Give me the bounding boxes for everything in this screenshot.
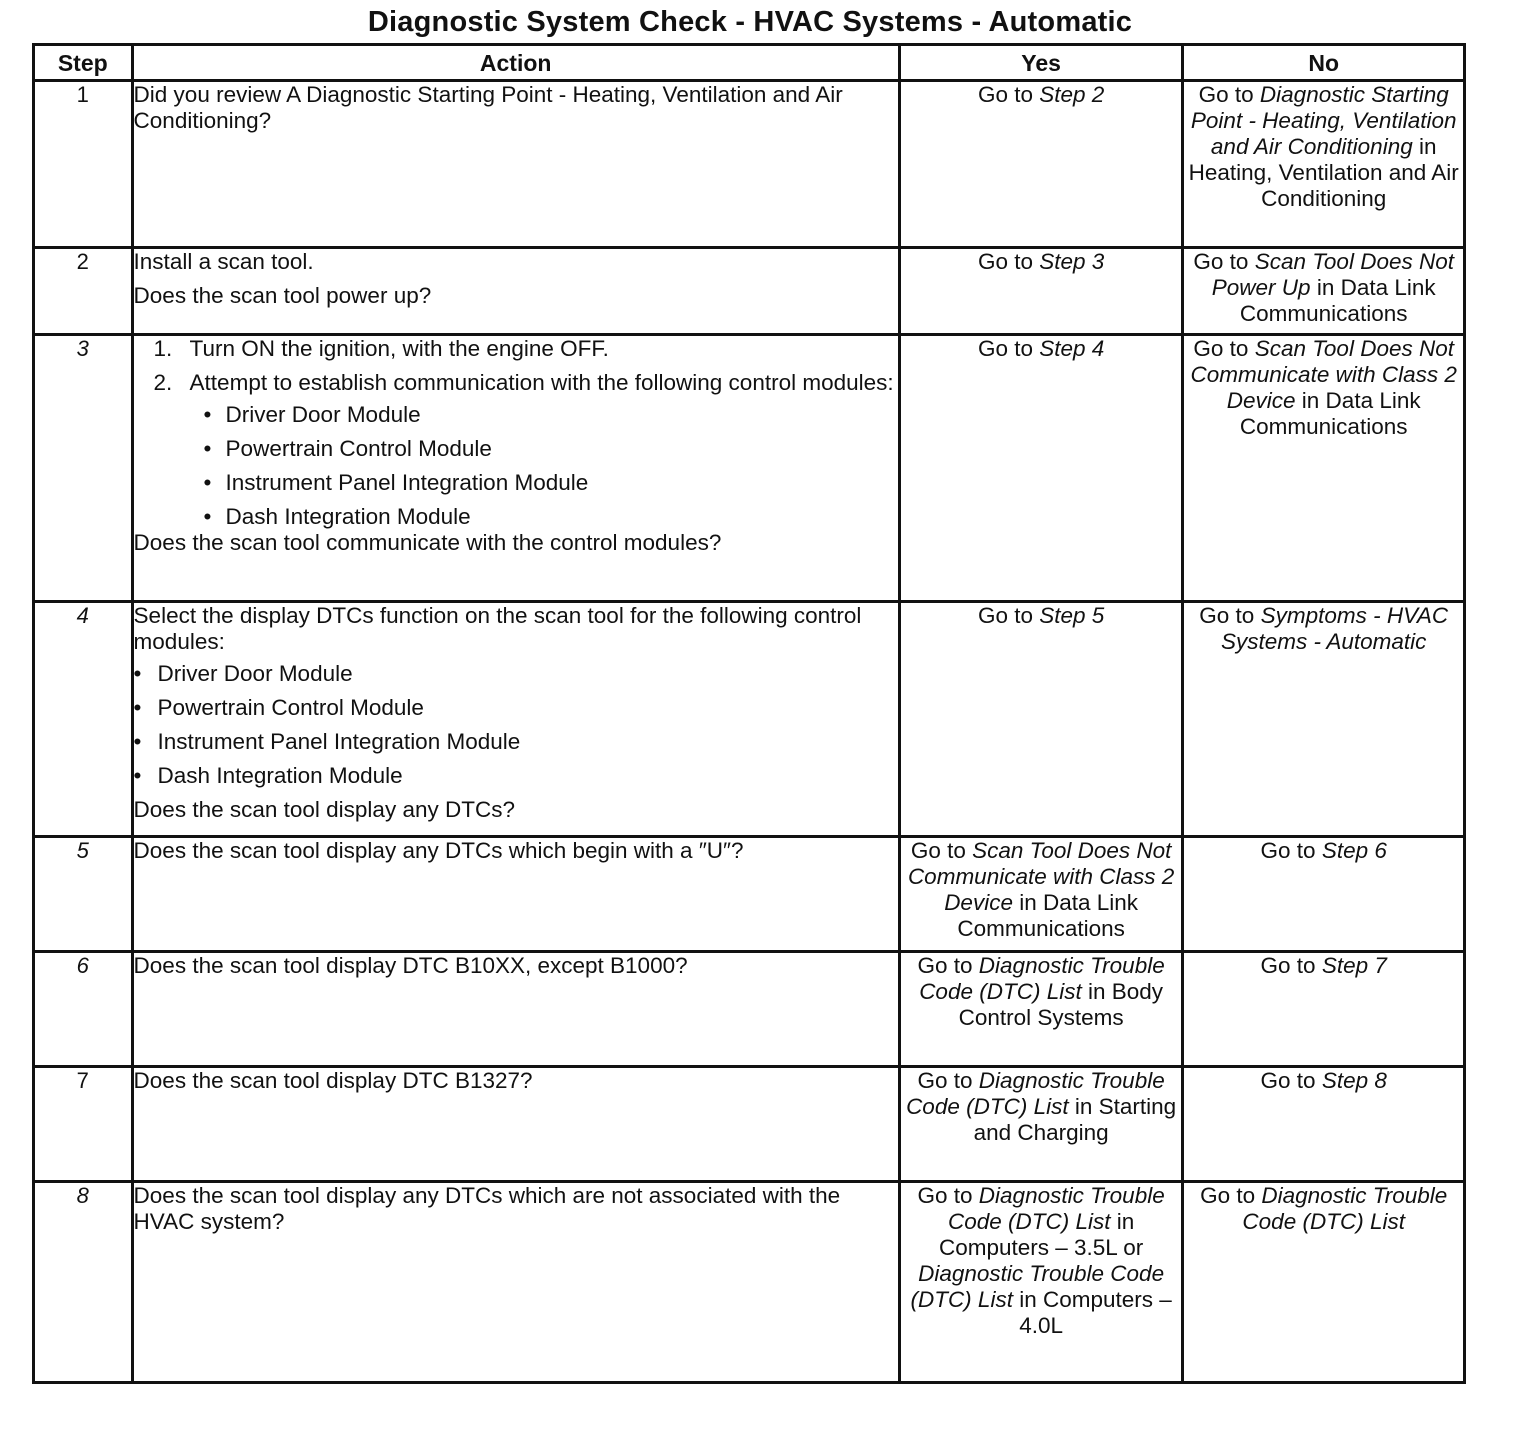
- list-number: 2.: [153, 370, 173, 395]
- step-number: 8: [34, 1182, 133, 1383]
- no-cell: [1183, 952, 1465, 1067]
- yes-prefix: Go to: [977, 82, 1040, 107]
- list-text: Attempt to establish communication with the following control modules:: [189, 370, 894, 395]
- yes-cell: [899, 602, 1183, 837]
- yes-cell: [899, 81, 1183, 248]
- action-cell: [132, 335, 899, 602]
- yes-link[interactable]: Diagnostic Trouble Code (DTC) List: [947, 1183, 1165, 1234]
- action-text: Does the scan tool display DTC B10XX, except B1000?: [133, 953, 688, 978]
- step-number: 7: [34, 1067, 133, 1182]
- yes-suffix: in Data Link Communications: [957, 890, 1139, 941]
- no-cell: [1183, 1067, 1465, 1182]
- table-row: [34, 335, 1465, 602]
- no-suffix: in Data Link Communications: [1239, 388, 1421, 439]
- action-cell: [132, 837, 899, 952]
- yes-cell: [899, 335, 1183, 602]
- yes-link[interactable]: Step 5: [1039, 603, 1105, 628]
- yes-suffix: in Body Control Systems: [958, 979, 1164, 1030]
- yes-middle: in Computers – 3.5L or: [938, 1209, 1144, 1260]
- yes-prefix: Go to: [910, 838, 973, 863]
- yes-cell: [899, 248, 1183, 335]
- list-item: [154, 336, 898, 362]
- bullet-list: [190, 402, 898, 530]
- yes-cell: [899, 1067, 1183, 1182]
- no-link[interactable]: Step 8: [1321, 1068, 1387, 1093]
- header-yes: Yes: [899, 45, 1183, 81]
- step-number: 6: [34, 952, 133, 1067]
- table-row: [34, 1067, 1465, 1182]
- no-prefix: Go to: [1199, 603, 1261, 628]
- yes-cell: [899, 952, 1183, 1067]
- yes-prefix: Go to: [917, 1183, 979, 1208]
- yes-prefix: Go to: [977, 603, 1040, 628]
- action-question: Does the scan tool communicate with the control modules?: [133, 530, 722, 555]
- no-prefix: Go to: [1260, 838, 1322, 863]
- action-cell: [132, 1182, 899, 1383]
- yes-link[interactable]: Scan Tool Does Not Communicate with Class 2 Device: [907, 838, 1175, 915]
- yes-link[interactable]: Diagnostic Trouble Code (DTC) List: [919, 953, 1165, 1004]
- no-cell: [1183, 837, 1465, 952]
- no-cell: [1183, 335, 1465, 602]
- action-cell: [132, 248, 899, 335]
- action-text: Does the scan tool display any DTCs which begin with a ″U″?: [133, 838, 744, 863]
- header-step: Step: [34, 45, 133, 81]
- list-number: 1.: [153, 336, 173, 361]
- yes-link[interactable]: Step 2: [1039, 82, 1105, 107]
- yes-suffix: in Computers – 4.0L: [1012, 1287, 1172, 1338]
- bullet-item: • Driver Door Module: [190, 402, 898, 428]
- bullet-item: • Driver Door Module: [110, 661, 898, 687]
- no-prefix: Go to: [1260, 1068, 1322, 1093]
- action-text: Did you review A Diagnostic Starting Point - Heating, Ventilation and Air Conditioning?: [133, 82, 843, 133]
- no-prefix: Go to: [1198, 82, 1260, 107]
- step-number: 3: [34, 335, 133, 602]
- header-no: No: [1183, 45, 1465, 81]
- table-row: [34, 602, 1465, 837]
- yes-suffix: in Starting and Charging: [973, 1094, 1177, 1145]
- action-text: Does the scan tool display DTC B1327?: [133, 1068, 533, 1093]
- no-prefix: Go to: [1260, 953, 1322, 978]
- yes-link[interactable]: Diagnostic Trouble Code (DTC) List: [906, 1068, 1165, 1119]
- bullet-item: • Powertrain Control Module: [110, 695, 898, 721]
- no-cell: [1183, 81, 1465, 248]
- bullet-list: [110, 661, 898, 789]
- list-text: Turn ON the ignition, with the engine OFF.: [189, 336, 609, 361]
- no-cell: [1183, 602, 1465, 837]
- action-cell: [132, 602, 899, 837]
- numbered-list: [134, 336, 898, 530]
- yes-prefix: Go to: [977, 336, 1040, 361]
- table-row: [34, 1182, 1465, 1383]
- table-row: [34, 837, 1465, 952]
- no-link[interactable]: Scan Tool Does Not Power Up: [1211, 249, 1454, 300]
- action-cell: [132, 1067, 899, 1182]
- yes-link[interactable]: Step 3: [1039, 249, 1105, 274]
- no-link[interactable]: Scan Tool Does Not Communicate with Class 2 Device: [1190, 336, 1457, 413]
- step-number: 4: [34, 602, 133, 837]
- yes-prefix: Go to: [917, 953, 979, 978]
- table-row: [34, 248, 1465, 335]
- no-cell: [1183, 248, 1465, 335]
- step-number: 5: [34, 837, 133, 952]
- no-link[interactable]: Diagnostic Trouble Code (DTC) List: [1242, 1183, 1448, 1234]
- header-action: Action: [132, 45, 899, 81]
- action-text: Install a scan tool.: [133, 249, 314, 274]
- step-number: 2: [34, 248, 133, 335]
- no-suffix: in Data Link Communications: [1239, 275, 1436, 326]
- no-cell: [1183, 1182, 1465, 1383]
- page-title: Diagnostic System Check - HVAC Systems - Automatic: [367, 6, 1133, 38]
- yes-prefix: Go to: [977, 249, 1040, 274]
- yes-cell: [899, 837, 1183, 952]
- action-cell: [132, 81, 899, 248]
- action-question: Does the scan tool display any DTCs?: [133, 797, 515, 822]
- table-row: [34, 81, 1465, 248]
- bullet-item: • Dash Integration Module: [190, 504, 898, 530]
- action-text: Select the display DTCs function on the scan tool for the following control modules:: [133, 603, 862, 654]
- diagnostic-table: [32, 43, 1466, 1384]
- table-row: [34, 952, 1465, 1067]
- no-link[interactable]: Step 7: [1321, 953, 1387, 978]
- bullet-item: • Instrument Panel Integration Module: [110, 729, 898, 755]
- yes-cell: [899, 1182, 1183, 1383]
- table-header-row: [34, 45, 1465, 81]
- yes-link-2[interactable]: Diagnostic Trouble Code (DTC) List: [910, 1261, 1165, 1312]
- yes-prefix: Go to: [917, 1068, 979, 1093]
- no-link[interactable]: Diagnostic Starting Point - Heating, Ventilation and Air Conditioning: [1190, 82, 1457, 159]
- action-question: Does the scan tool power up?: [133, 283, 432, 308]
- bullet-item: • Instrument Panel Integration Module: [190, 470, 898, 496]
- bullet-item: • Powertrain Control Module: [190, 436, 898, 462]
- step-number: 1: [34, 81, 133, 248]
- yes-link[interactable]: Step 4: [1039, 336, 1105, 361]
- action-cell: [132, 952, 899, 1067]
- no-prefix: Go to: [1193, 249, 1255, 274]
- no-prefix: Go to: [1200, 1183, 1262, 1208]
- no-prefix: Go to: [1193, 336, 1255, 361]
- action-text: Does the scan tool display any DTCs which are not associated with the HVAC system?: [133, 1183, 841, 1234]
- no-link[interactable]: Symptoms - HVAC Systems - Automatic: [1220, 603, 1449, 654]
- list-item: [154, 370, 898, 530]
- no-suffix: in Heating, Ventilation and Air Conditioning: [1188, 134, 1459, 211]
- no-link[interactable]: Step 6: [1321, 838, 1387, 863]
- bullet-item: • Dash Integration Module: [110, 763, 898, 789]
